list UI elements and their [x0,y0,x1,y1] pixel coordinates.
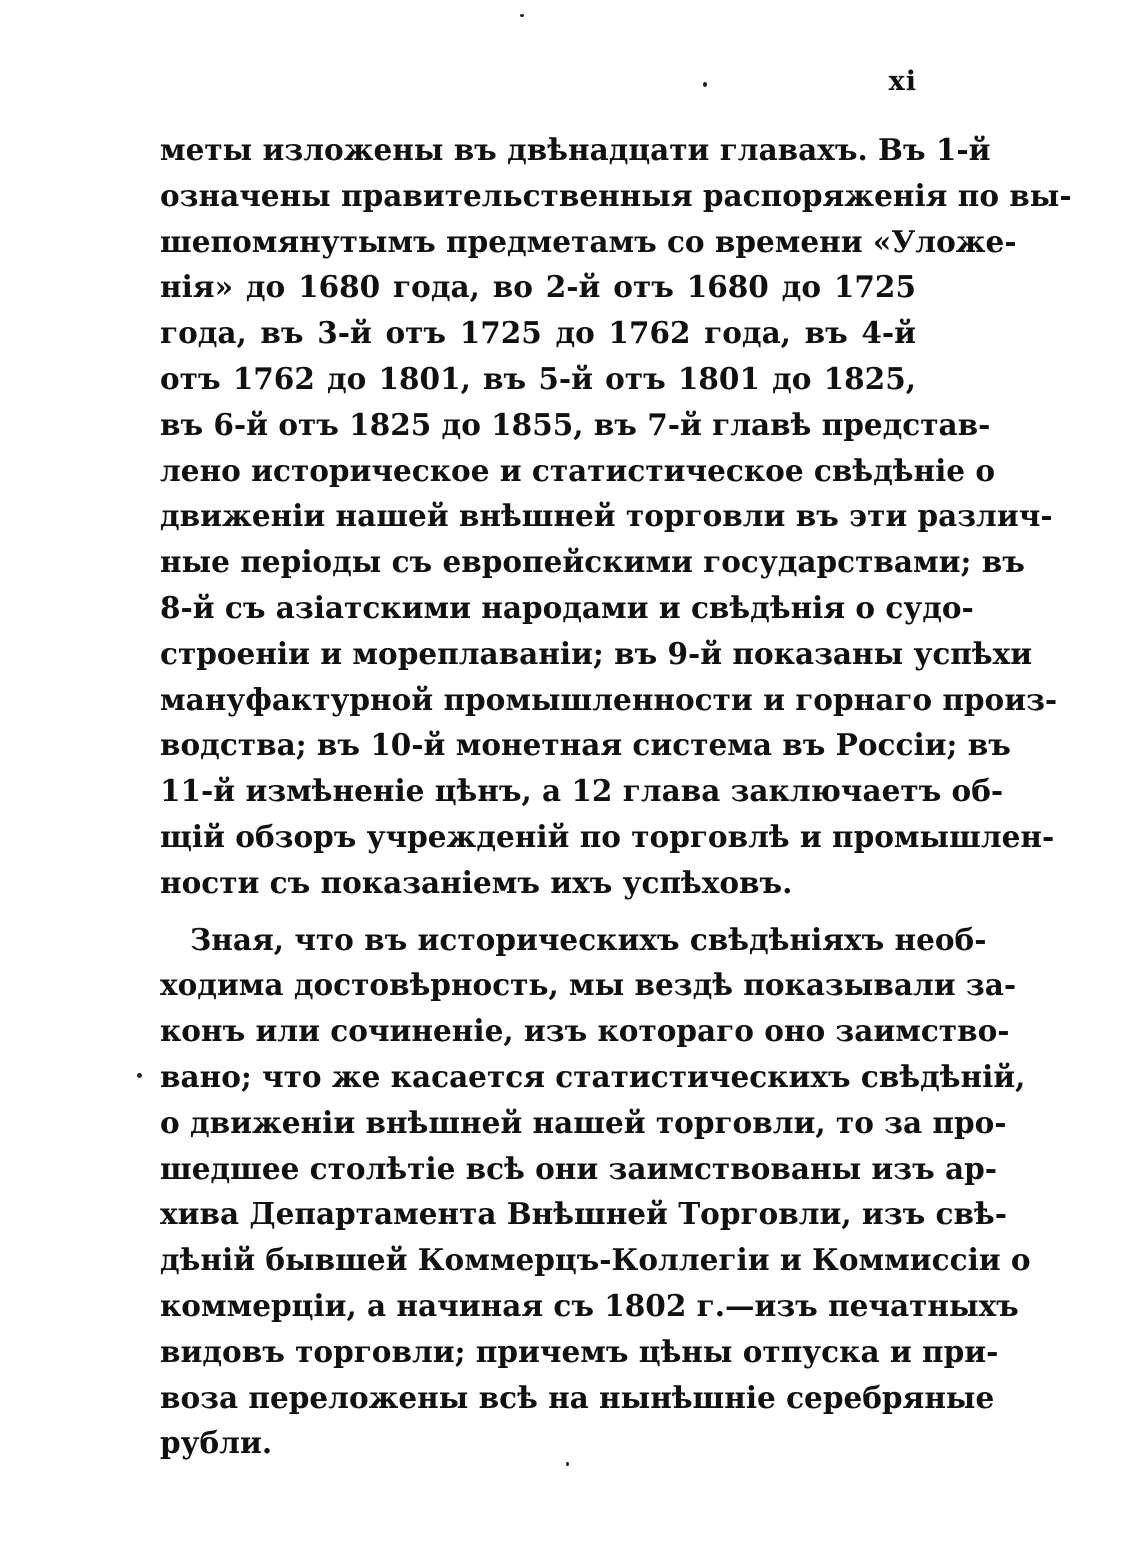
paragraph-2 [160,917,1031,1467]
text-line: ные періоды съ европейскими государствами; въ [160,544,1025,580]
text-line: шепомянутымъ предметамъ со времени «Уложе- [160,223,1017,259]
text-line: щій обзоръ учрежденій по торговлѣ и промышлен- [160,818,1055,854]
text-line: Зная, что въ историческихъ свѣдѣніяхъ необ- [190,921,987,957]
text-line: мануфактурной промышленности и горнаго произ- [160,681,1058,717]
text-line: шедшее столѣтіе всѣ они заимствованы изъ ар- [160,1150,998,1186]
text-line: вано; что же касается статистическихъ свѣдѣній, [160,1058,1026,1094]
body-text [160,127,1072,1466]
text-line: лено историческое и статистическое свѣдѣніе о [160,452,996,488]
text-line: въ 6-й отъ 1825 до 1855, въ 7-й главѣ представ- [160,406,991,442]
text-line: года, въ 3-й отъ 1725 до 1762 года, въ 4-й [160,315,916,351]
print-speck [137,1073,142,1078]
print-speck [566,1462,569,1466]
text-line: коммерціи, а начиная съ 1802 г.—изъ печатныхъ [160,1287,1019,1323]
text-line: движеніи нашей внѣшней торговли въ эти различ- [160,498,1053,534]
text-line: рубли. [160,1425,273,1461]
text-line: нія» до 1680 года, во 2-й отъ 1680 до 1725 [160,269,916,305]
page-number: xi [888,66,917,97]
paragraph-1 [160,127,1072,906]
paragraph-gap [160,906,916,917]
text-line: ности съ показаніемъ ихъ успѣховъ. [160,864,793,900]
text-line: строеніи и мореплаваніи; въ 9-й показаны успѣхи [160,635,1033,671]
print-speck [703,82,707,87]
text-line: 11-й измѣненіе цѣнъ, а 12 глава заключаетъ об- [160,773,1004,809]
text-line: дѣній бывшей Коммерцъ-Коллегіи и Коммиссіи о [160,1242,1031,1278]
text-line: водства; въ 10-й монетная система въ Россіи; въ [160,727,1011,763]
text-line: конъ или сочиненіе, изъ котораго оно заимство- [160,1013,1010,1049]
text-line: видовъ торговли; причемъ цѣны отпуска и при- [160,1333,999,1369]
text-line: ходима достовѣрность, мы вездѣ показывали за- [160,967,1017,1003]
text-line: хива Департамента Внѣшней Торговли, изъ свѣ- [160,1196,1007,1232]
print-speck [520,14,524,17]
text-line: меты изложены въ двѣнадцати главахъ. Въ 1-й [160,132,991,167]
text-line: означены правительственныя распоряженія по вы- [160,177,1072,213]
text-line: о движеніи внѣшней нашей торговли, то за про- [160,1104,1007,1140]
text-line: 8-й съ азіатскими народами и свѣдѣнія о судо- [160,589,974,625]
text-line: воза переложены всѣ на нынѣшніе серебряные [160,1379,995,1415]
text-line: отъ 1762 до 1801, въ 5-й отъ 1801 до 1825, [160,360,916,396]
